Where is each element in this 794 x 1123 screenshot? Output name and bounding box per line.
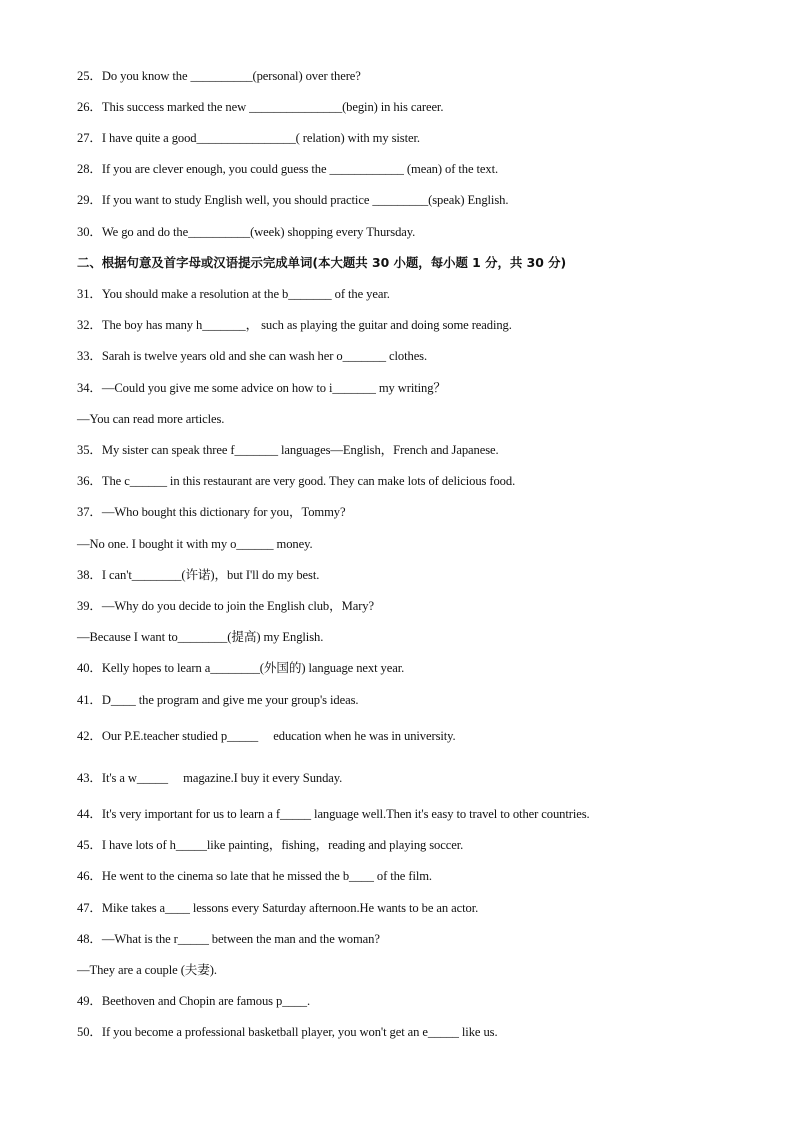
question-39: 39．—Why do you decide to join the English club，Mary? <box>77 599 374 613</box>
section-heading: 二、根据句意及首字母或汉语提示完成单词(本大题共 30 小题，每小题 1 分，共 30 分) <box>77 255 567 270</box>
answer-39: —Because I want to________(提高) my English. <box>77 630 324 644</box>
question-26: 26．This success marked the new _______________(begin) in his career. <box>77 100 444 114</box>
question-28: 28．If you are clever enough, you could guess the ____________ (mean) of the text. <box>77 162 499 176</box>
answer-37: —No one. I bought it with my o______ money. <box>77 537 313 551</box>
question-50: 50．If you become a professional basketball player, you won't get an e_____ like us. <box>77 1025 498 1039</box>
question-27: 27．I have quite a good________________( relation) with my sister. <box>77 131 420 145</box>
question-36: 36．The c______ in this restaurant are very good. They can make lots of delicious food. <box>77 474 516 488</box>
question-37: 37．—Who bought this dictionary for you，Tommy? <box>77 505 346 519</box>
question-43: 43．It's a w_____ magazine.I buy it every Sunday. <box>77 771 343 785</box>
question-33: 33．Sarah is twelve years old and she can wash her o_______ clothes. <box>77 349 428 363</box>
answer-48: —They are a couple (夫妻). <box>77 963 217 977</box>
question-31: 31．You should make a resolution at the b_______ of the year. <box>77 287 390 301</box>
question-38: 38．I can't________(许诺)，but I'll do my best. <box>77 568 320 582</box>
question-44: 44．It's very important for us to learn a f_____ language well.Then it's easy to travel to other countries. <box>77 807 590 821</box>
question-40: 40．Kelly hopes to learn a________(外国的) language next year. <box>77 661 405 675</box>
answer-34: —You can read more articles. <box>77 412 225 426</box>
question-29: 29．If you want to study English well, you should practice _________(speak) English. <box>77 193 509 207</box>
question-41: 41．D____ the program and give me your group's ideas. <box>77 693 359 707</box>
question-46: 46．He went to the cinema so late that he missed the b____ of the film. <box>77 869 432 883</box>
question-30: 30．We go and do the__________(week) shopping every Thursday. <box>77 225 416 239</box>
question-47: 47．Mike takes a____ lessons every Saturday afternoon.He wants to be an actor. <box>77 901 479 915</box>
question-48: 48．—What is the r_____ between the man and the woman? <box>77 932 380 946</box>
question-25: 25．Do you know the __________(personal) over there? <box>77 69 361 83</box>
question-42: 42．Our P.E.teacher studied p_____ education when he was in university. <box>77 729 456 743</box>
question-49: 49．Beethoven and Chopin are famous p____. <box>77 994 311 1008</box>
question-45: 45．I have lots of h_____like painting，fishing，reading and playing soccer. <box>77 838 464 852</box>
question-34: 34．—Could you give me some advice on how to i_______ my writing？ <box>77 381 446 395</box>
question-35: 35．My sister can speak three f_______ languages—English，French and Japanese. <box>77 443 499 457</box>
question-32: 32．The boy has many h_______， such as playing the guitar and doing some reading. <box>77 318 512 332</box>
